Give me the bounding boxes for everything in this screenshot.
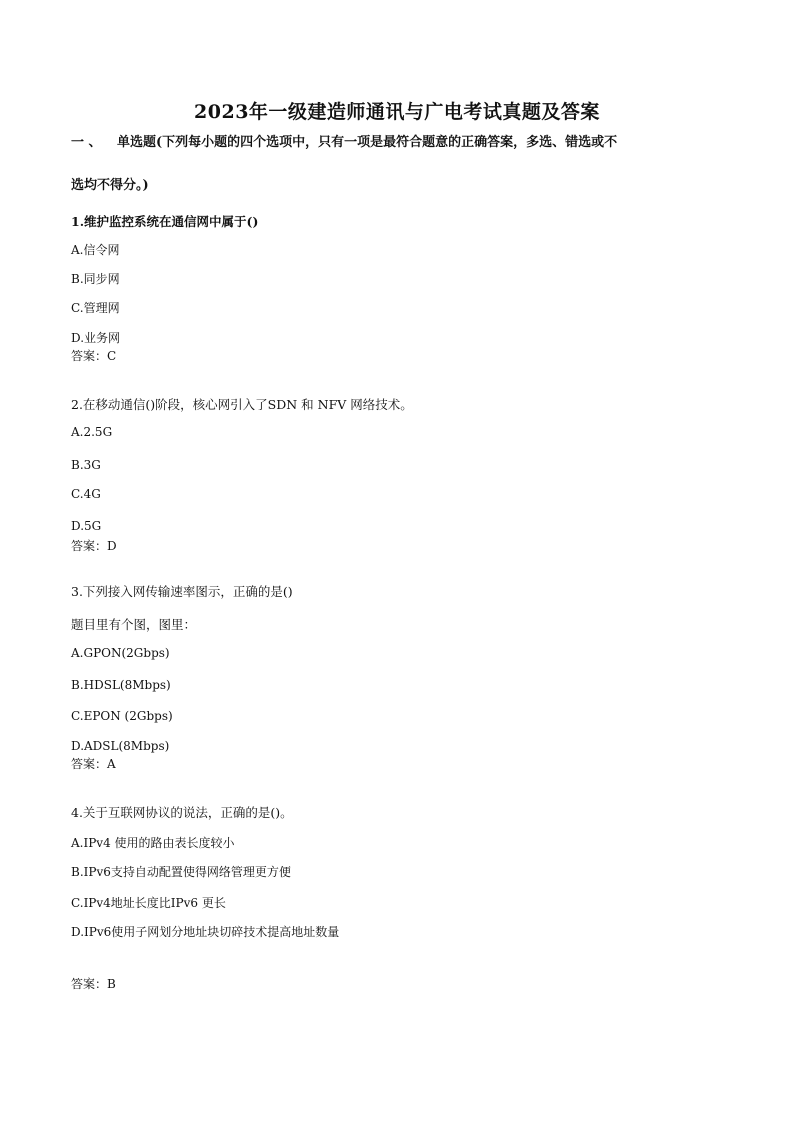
question-1-option-c: C.管理网 <box>71 301 120 315</box>
question-2-option-c: C.4G <box>71 487 101 501</box>
question-1-option-a: A.信令网 <box>71 243 120 257</box>
question-1-answer: 答案：C <box>71 349 117 363</box>
question-2-option-d: D.5G <box>71 519 102 533</box>
section-number: 一 、 <box>71 135 102 150</box>
question-4-option-c: C.IPv4地址长度比IPv6 更长 <box>71 896 226 910</box>
question-4-text: 4.关于互联网协议的说法，正确的是()。 <box>71 805 293 820</box>
question-3-option-a: A.GPON(2Gbps) <box>71 646 170 660</box>
question-3-option-b: B.HDSL(8Mbps) <box>71 678 171 692</box>
question-3-option-c: C.EPON (2Gbps) <box>71 709 173 723</box>
section-heading-line1: 单选题(下列每小题的四个选项中，只有一项是最符合题意的正确答案，多选、错选或不 <box>117 135 618 150</box>
section-heading-line2: 选均不得分。) <box>71 178 149 193</box>
question-3-note: 题目里有个图，图里： <box>71 617 197 632</box>
question-3-option-d: D.ADSL(8Mbps) <box>71 739 170 753</box>
question-1-option-d: D.业务网 <box>71 331 121 345</box>
question-2-answer: 答案：D <box>71 539 117 553</box>
question-2-option-b: B.3G <box>71 458 101 472</box>
question-4-answer: 答案：B <box>71 977 116 991</box>
question-4-option-d: D.IPv6使用子网划分地址块切碎技术提高地址数量 <box>71 925 340 939</box>
question-4-option-a: A.IPv4 使用的路由表长度较小 <box>71 836 235 850</box>
question-2-text: 2.在移动通信()阶段，核心网引入了SDN 和 NFV 网络技术。 <box>71 397 413 412</box>
document-title: 2023年一级建造师通讯与广电考试真题及答案 <box>194 101 600 123</box>
question-2-option-a: A.2.5G <box>71 425 113 439</box>
question-3-text: 3.下列接入网传输速率图示，正确的是() <box>71 584 293 599</box>
question-1-text: 1.维护监控系统在通信网中属于() <box>71 214 259 229</box>
question-1-option-b: B.同步网 <box>71 272 120 286</box>
question-3-answer: 答案：A <box>71 757 116 771</box>
question-4-option-b: B.IPv6支持自动配置使得网络管理更方便 <box>71 865 291 879</box>
